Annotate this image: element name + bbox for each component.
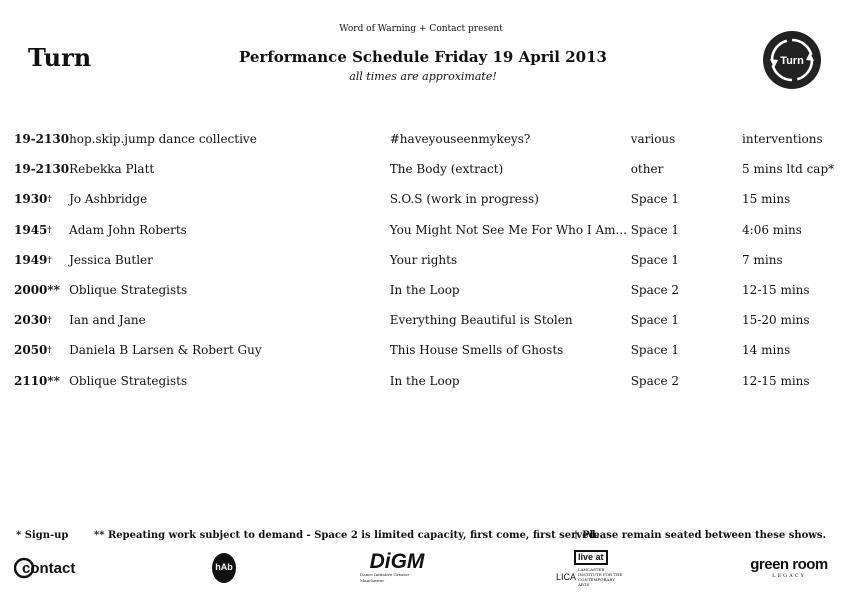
schedule-row: [14, 184, 842, 214]
schedule-space: Space 1: [630, 313, 680, 328]
schedule-duration: interventions: [742, 132, 823, 147]
footnote-seated: † Please remain seated between these shows.: [573, 530, 826, 541]
schedule-row: [14, 335, 842, 365]
hab-logo: [208, 552, 240, 584]
schedule-row: [14, 154, 842, 184]
schedule-duration: 7 mins: [742, 252, 783, 267]
schedule-space: Space 2: [630, 373, 680, 388]
time-value: 2110: [14, 373, 48, 388]
schedule-duration: 5 mins ltd cap*: [742, 162, 835, 177]
time-value: 2050: [14, 343, 48, 358]
schedule-artist: hop.skip.jump dance collective: [69, 132, 257, 147]
schedule-table: [14, 124, 842, 396]
schedule-work: You Might Not See Me For Who I Am...: [389, 222, 627, 237]
schedule-artist: Rebekka Platt: [69, 162, 155, 177]
time-value: 1945: [14, 222, 48, 237]
time-marker: †: [47, 314, 52, 325]
schedule-artist: Oblique Strategists: [69, 373, 188, 388]
time-marker: †: [47, 344, 52, 355]
page-title: Performance Schedule Friday 19 April 2013: [239, 48, 607, 66]
schedule-row: [14, 245, 842, 275]
schedule-artist: Adam John Roberts: [69, 222, 187, 237]
schedule-space: various: [630, 132, 676, 147]
schedule-artist: Ian and Jane: [69, 313, 146, 328]
time-value: 19-2130: [14, 132, 70, 147]
presenters-line: Word of Warning + Contact present: [339, 24, 503, 34]
schedule-duration: 12-15 mins: [742, 373, 810, 388]
footnote-repeating: ** Repeating work subject to demand - Space 2 is limited capacity, first come, first served.: [94, 530, 600, 541]
schedule-time: [14, 184, 69, 214]
schedule-duration: 15-20 mins: [742, 313, 810, 328]
greenroom-logo: green room LEGACY: [750, 555, 828, 579]
footnote-signup: * Sign-up: [16, 530, 69, 541]
schedule-work: Your rights: [389, 252, 458, 267]
schedule-time: [14, 275, 69, 305]
schedule-space: Space 1: [630, 222, 680, 237]
schedule-time: [14, 335, 69, 365]
schedule-duration: 15 mins: [742, 192, 791, 207]
schedule-work: In the Loop: [389, 373, 460, 388]
schedule-space: Space 1: [630, 343, 680, 358]
time-marker: **: [47, 283, 60, 298]
schedule-space: Space 1: [630, 192, 680, 207]
time-value: 1930: [14, 192, 48, 207]
time-value: 1949: [14, 252, 48, 267]
lica-logo: live at LICA LANCASTER INSTITUTE FOR THE CONTEMPORARY ARTS: [556, 551, 623, 587]
schedule-artist: Daniela B Larsen & Robert Guy: [69, 343, 262, 358]
schedule-row: [14, 305, 842, 335]
schedule-time: [14, 305, 69, 335]
schedule-duration: 14 mins: [742, 343, 791, 358]
svg-text:hAb: hAb: [215, 562, 233, 572]
schedule-space: other: [630, 162, 664, 177]
schedule-space: Space 2: [630, 283, 680, 298]
schedule-artist: Oblique Strategists: [69, 283, 188, 298]
schedule-work: Everything Beautiful is Stolen: [389, 313, 573, 328]
schedule-row: [14, 275, 842, 305]
contact-logo: [14, 552, 90, 584]
time-marker: †: [47, 253, 52, 264]
svg-text:contact: contact: [22, 560, 76, 577]
time-value: 2000: [14, 283, 48, 298]
digm-logo: DiGM Dance Initiative Greater Manchester: [360, 550, 425, 583]
page-subtitle: all times are approximate!: [349, 70, 497, 83]
time-marker: †: [47, 193, 52, 204]
brand-name: Turn: [28, 43, 92, 72]
schedule-time: [14, 215, 69, 245]
logo-text: Turn: [780, 55, 804, 67]
schedule-row: [14, 124, 842, 154]
schedule-artist: Jessica Butler: [69, 252, 153, 267]
schedule-work: In the Loop: [389, 283, 460, 298]
time-value: 2030: [14, 313, 48, 328]
schedule-row: [14, 215, 842, 245]
schedule-duration: 12-15 mins: [742, 283, 810, 298]
time-value: 19-2130: [14, 162, 70, 177]
schedule-time: [14, 154, 69, 184]
schedule-work: This House Smells of Ghosts: [389, 343, 564, 358]
schedule-row: [14, 366, 842, 396]
time-marker: †: [47, 223, 52, 234]
time-marker: **: [47, 373, 60, 388]
schedule-work: The Body (extract): [389, 162, 504, 177]
schedule-space: Space 1: [630, 252, 680, 267]
schedule-time: [14, 366, 69, 396]
schedule-work: #haveyouseenmykeys?: [389, 132, 531, 147]
turn-logo: [762, 30, 822, 90]
schedule-artist: Jo Ashbridge: [69, 192, 148, 207]
schedule-time: [14, 245, 69, 275]
schedule-duration: 4:06 mins: [742, 222, 802, 237]
schedule-work: S.O.S (work in progress): [389, 192, 539, 207]
schedule-time: [14, 124, 69, 154]
